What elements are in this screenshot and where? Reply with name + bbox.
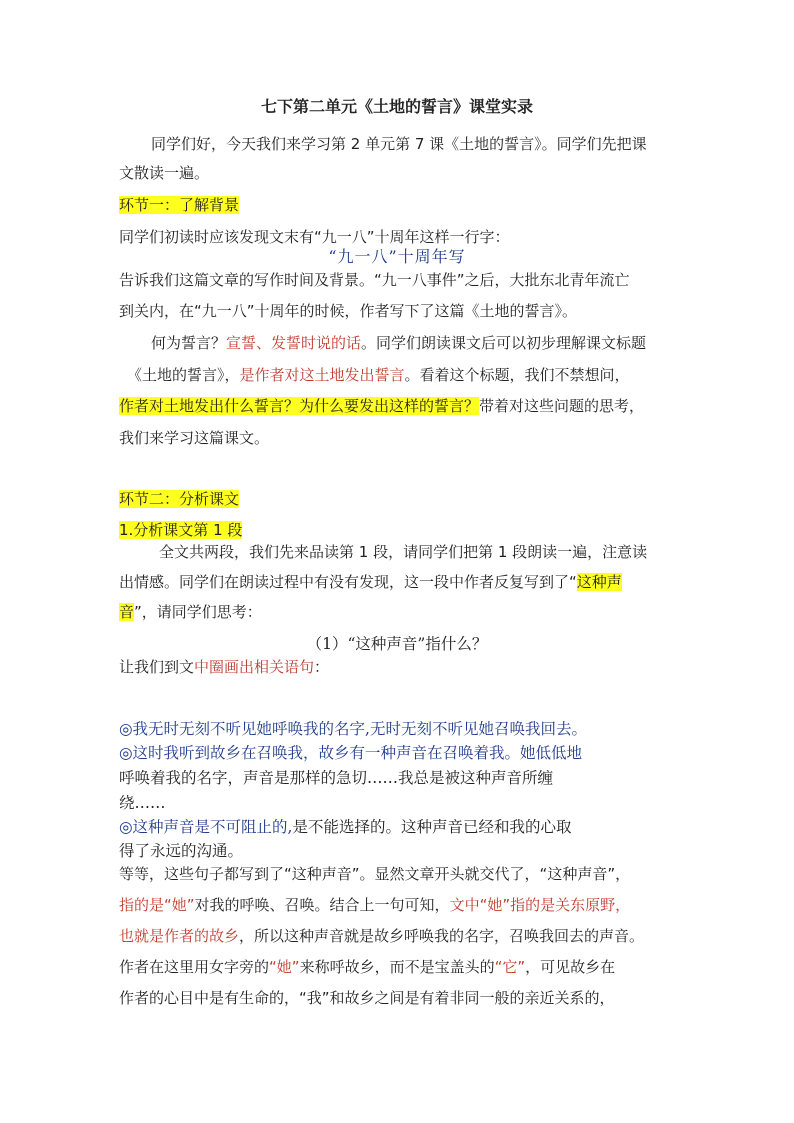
s1-p4-highlight: 作者对土地发出什么誓言？为什么要发出这样的誓言？ [119, 397, 480, 415]
s1-p4-text-b: 带着对这些问题的思考， [479, 397, 645, 415]
s1-p2-text-b: 。同学们朗读课文后可以初步理解课文标题 [361, 334, 647, 352]
section-1-heading [119, 195, 239, 215]
quote-line-3: 呼唤着我的名字，声音是那样的急切……我总是被这种声音所缠 [119, 769, 554, 787]
s2-question: （1）“这种声音”指什么？ [306, 635, 488, 653]
s2-answer-4 [119, 957, 615, 977]
s2-a2-text: 对我的呼唤、召唤。结合上一句可知， [194, 896, 450, 914]
s1-line-3: 到关内，在“九一八”十周年的时候，作者写下了这篇《土地的誓言》。 [119, 302, 578, 320]
s1-quote: “九一八”十周年写 [328, 247, 466, 266]
s1-line-2: 告诉我们这篇文章的写作时间及背景。“九一八事件”之后，大批东北青年流亡 [119, 271, 630, 289]
s2-a2-red-1: 指的是“她” [119, 896, 195, 914]
s2-a4-red-2: “它” [494, 958, 526, 976]
quote-line-4: 绕…… [119, 794, 166, 812]
s2-l3-highlight: 音 [119, 603, 135, 621]
s2-a4-red-1: “她” [269, 958, 300, 976]
s1-p3-text-b: 。看着这个标题，我们不禁想问， [404, 366, 630, 384]
page-title: 七下第二单元《土地的誓言》课堂实录 [260, 97, 533, 116]
s2-a3-text: ，所以这种声音就是故乡呼唤我的名字，召唤我回去的声音。 [239, 927, 645, 945]
section-2-heading-text: 环节二：分析课文 [119, 490, 240, 508]
section-2-heading [119, 489, 239, 509]
s1-p3-text-a: 《土地的誓言》， [127, 366, 240, 384]
s1-para-2-line-1 [151, 333, 646, 353]
quote-1-navy: ◎我无时无刻不听见她呼唤我的名字, [119, 720, 370, 738]
quote-2-rest: ，故乡有一种声音在召唤着我。她低低地 [303, 744, 583, 762]
quote-line-5 [119, 817, 571, 837]
s2-answer-2 [119, 895, 630, 915]
s1-para-2-line-2 [127, 365, 630, 385]
intro-line-2: 文散读一遍。 [119, 164, 210, 182]
s1-line-1: 同学们初读时应该发现文末有“九一八”十周年这样一行字： [119, 228, 510, 246]
s2-a4-text-b: 来称呼故乡，而不是宝盖头的 [299, 958, 495, 976]
s2-answer-1: 等等，这些句子都写到了“这种声音”。显然文章开头就交代了，“这种声音”， [119, 865, 631, 883]
s2-l2-highlight: 这种声 [576, 573, 622, 591]
s2-l4-text-b: ： [314, 658, 330, 676]
quote-2-navy: ◎这时我听到故乡在召唤我 [119, 744, 304, 762]
section-1-heading-text: 环节一：了解背景 [119, 196, 240, 214]
s2-a3-red: 也就是作者的故乡 [119, 927, 240, 945]
s2-answer-5: 作者的心目中是有生命的，“我”和故乡之间是有着非同一般的亲近关系的， [119, 989, 615, 1007]
s1-para-2-line-4: 我们来学习这篇课文。 [119, 429, 270, 447]
section-2-subheading [119, 520, 242, 540]
section-2-subheading-text: 1.分析课文第 1 段 [119, 521, 243, 539]
s2-line-2 [119, 572, 622, 592]
s1-p2-red: 宣誓、发誓时说的话 [226, 334, 362, 352]
s2-answer-3 [119, 926, 644, 946]
s1-p3-red: 是作者对这土地发出誓言 [239, 366, 405, 384]
quote-5-rest: 是不能选择的。这种声音已经和我的心取 [292, 818, 572, 836]
quote-line-6: 得了永远的沟通。 [119, 842, 244, 860]
intro-line-1: 同学们好，今天我们来学习第 2 单元第 7 课《土地的誓言》。同学们先把课 [151, 135, 647, 153]
s2-l4-text-a: 让我们到文 [119, 658, 195, 676]
s2-l3-text: ”，请同学们思考： [134, 603, 262, 621]
s2-a4-text-c: ，可见故乡在 [525, 958, 616, 976]
s1-para-2-line-3 [119, 396, 644, 416]
s2-line-4 [119, 657, 329, 677]
quote-line-1 [119, 719, 587, 739]
quote-5-navy: ◎这种声音是不可阻止的, [119, 818, 293, 836]
s2-a4-text-a: 作者在这里用女字旁的 [119, 958, 270, 976]
s2-l2-text: 出情感。同学们在朗读过程中有没有发现，这一段中作者反复写到了“ [119, 573, 577, 591]
quote-1-rest: 无时无刻不听见她召唤我回去。 [369, 720, 587, 738]
s2-l4-red: 中圈画出相关语句 [194, 658, 315, 676]
s2-a2-red-2: 文中“她”指的是关东原野， [449, 896, 631, 914]
quote-line-2 [119, 743, 582, 763]
s1-p2-text-a: 何为誓言？ [151, 334, 227, 352]
s2-line-1: 全文共两段，我们先来品读第 1 段，请同学们把第 1 段朗读一遍，注意读 [159, 543, 648, 561]
s2-line-3 [119, 602, 262, 622]
